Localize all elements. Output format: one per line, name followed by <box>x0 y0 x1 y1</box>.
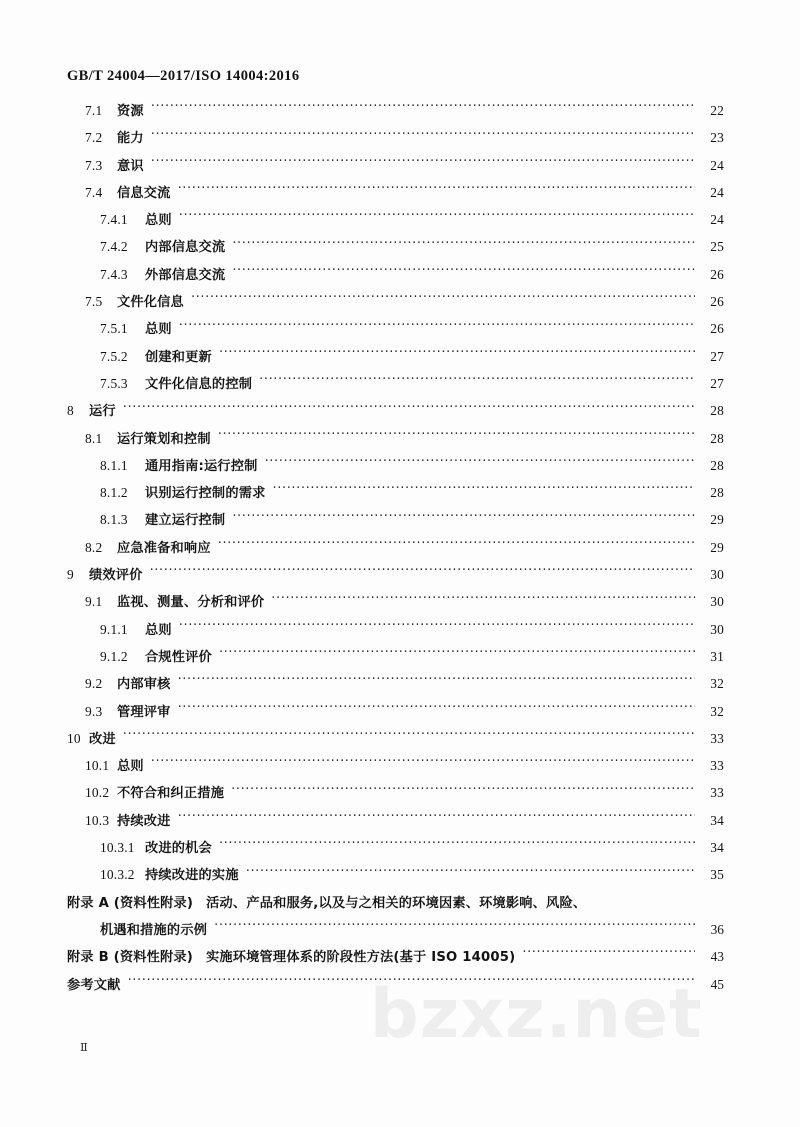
toc-entry-page-number: 32 <box>710 676 724 692</box>
toc-entry-number: 9.1 <box>85 594 103 610</box>
toc-entry[interactable] <box>0 509 800 536</box>
toc-entry[interactable] <box>0 810 800 837</box>
toc-leader-dots <box>232 238 695 251</box>
toc-leader-dots <box>232 265 695 278</box>
toc-entry-page-number: 34 <box>710 812 724 828</box>
toc-entry[interactable] <box>0 291 800 318</box>
toc-entry-page-number: 24 <box>710 157 724 173</box>
annex-entry-line[interactable] <box>0 919 800 946</box>
toc-entry[interactable] <box>0 482 800 509</box>
running-header: GB/T 24004—2017/ISO 14004:2016 <box>67 68 300 84</box>
toc-leader-dots <box>271 593 695 606</box>
toc-entry-title: 文件化信息 <box>117 295 184 311</box>
toc-leader-dots <box>150 566 695 579</box>
site-watermark: bzxz.net <box>370 975 703 1054</box>
toc-leader-dots <box>123 402 695 415</box>
toc-entry-title: 不符合和纠正措施 <box>117 786 225 802</box>
annex-label: 附录 B (资料性附录) <box>67 950 193 966</box>
toc-entry[interactable] <box>0 537 800 564</box>
toc-leader-dots <box>123 729 695 742</box>
toc-leader-dots <box>522 948 695 961</box>
toc-leader-dots <box>259 375 695 388</box>
toc-entry-number: 8.1.3 <box>100 512 128 528</box>
toc-entry-number: 7.5.3 <box>100 375 128 391</box>
annex-entry-line[interactable] <box>0 946 800 973</box>
annex-title-line-1: 活动、产品和服务,以及与之相关的环境因素、环境影响、风险、 <box>206 895 587 911</box>
toc-entry-title: 管理评审 <box>117 704 171 720</box>
toc-entry-number: 7.4.2 <box>100 239 128 255</box>
toc-entry-title: 信息交流 <box>117 185 171 201</box>
toc-entry[interactable] <box>0 318 800 345</box>
toc-entry[interactable] <box>0 673 800 700</box>
toc-entry-page-number: 26 <box>710 266 724 282</box>
toc-leader-dots <box>179 620 695 633</box>
toc-entry-page-number: 23 <box>710 130 724 146</box>
annex-title-line-1: 实施环境管理体系的阶段性方法(基于 ISO 14005) <box>206 950 516 966</box>
table-of-contents <box>0 100 800 1001</box>
toc-entry-title: 改进的机会 <box>145 841 212 857</box>
toc-entry-page-number: 28 <box>710 457 724 473</box>
toc-leader-dots <box>128 975 695 988</box>
toc-leader-dots <box>231 784 695 797</box>
toc-leader-dots <box>179 211 695 224</box>
toc-entry-title: 能力 <box>117 131 144 147</box>
toc-entry[interactable] <box>0 619 800 646</box>
toc-leader-dots <box>265 456 695 469</box>
toc-entry-number: 8.1 <box>85 430 103 446</box>
toc-entry-title: 绩效评价 <box>89 568 143 584</box>
toc-entry[interactable] <box>0 728 800 755</box>
toc-entry-number: 7.5.1 <box>100 321 128 337</box>
toc-leader-dots <box>151 129 695 142</box>
toc-entry-page-number: 28 <box>710 485 724 501</box>
toc-entry[interactable] <box>0 755 800 782</box>
toc-entry-page-number: 30 <box>710 567 724 583</box>
toc-entry-title: 意识 <box>117 158 144 174</box>
toc-leader-dots <box>219 648 695 661</box>
toc-entry-title: 总则 <box>117 759 144 775</box>
toc-entry-title: 内部信息交流 <box>145 240 226 256</box>
toc-entry[interactable] <box>0 646 800 673</box>
annex-page-number: 43 <box>710 949 724 965</box>
toc-leader-dots <box>178 811 695 824</box>
references-label: 参考文献 <box>67 977 121 993</box>
toc-entry[interactable] <box>0 400 800 427</box>
toc-entry-number: 7.5 <box>85 294 103 310</box>
toc-entry-number: 8 <box>67 403 74 419</box>
toc-leader-dots <box>218 429 695 442</box>
references-page-number: 45 <box>710 976 724 992</box>
toc-entry-title: 总则 <box>145 322 172 338</box>
toc-entry[interactable] <box>0 182 800 209</box>
toc-leader-dots <box>246 866 695 879</box>
toc-entry-page-number: 33 <box>710 758 724 774</box>
toc-leader-dots <box>191 293 695 306</box>
toc-entry-page-number: 28 <box>710 430 724 446</box>
toc-entry-number: 10.2 <box>85 785 110 801</box>
annex-title-line-2: 机遇和措施的示例 <box>100 922 208 938</box>
toc-entry-number: 10 <box>67 730 81 746</box>
toc-entry-number: 7.4 <box>85 184 103 200</box>
toc-entry-number: 7.5.2 <box>100 348 128 364</box>
toc-entry[interactable] <box>0 155 800 182</box>
toc-entry-page-number: 29 <box>710 539 724 555</box>
toc-entry-title: 持续改进 <box>117 813 171 829</box>
annex-page-number: 36 <box>710 921 724 937</box>
toc-entry-title: 文件化信息的控制 <box>145 376 253 392</box>
toc-entry-number: 7.2 <box>85 130 103 146</box>
toc-entry-title: 总则 <box>145 622 172 638</box>
toc-leader-dots <box>214 921 695 934</box>
toc-leader-dots <box>273 484 696 497</box>
annex-label: 附录 A (资料性附录) <box>67 895 194 911</box>
toc-entry-title: 创建和更新 <box>145 349 212 365</box>
toc-entry-title: 改进 <box>89 731 116 747</box>
toc-entry-number: 9.1.2 <box>100 648 128 664</box>
toc-leader-dots <box>178 702 695 715</box>
toc-entry-page-number: 27 <box>710 375 724 391</box>
toc-entry-number: 9 <box>67 567 74 583</box>
toc-entry-title: 资源 <box>117 104 144 119</box>
toc-entry-number: 7.3 <box>85 157 103 173</box>
toc-leader-dots <box>219 347 695 360</box>
toc-entry-number: 10.1 <box>85 758 110 774</box>
toc-entry-number: 7.1 <box>85 103 103 118</box>
toc-entry-number: 7.4.1 <box>100 212 128 228</box>
toc-entry-page-number: 24 <box>710 184 724 200</box>
toc-entry-title: 监视、测量、分析和评价 <box>117 595 265 611</box>
toc-leader-dots <box>179 320 695 333</box>
toc-entry-page-number: 35 <box>710 867 724 883</box>
toc-entry[interactable] <box>0 455 800 482</box>
toc-entry[interactable] <box>0 127 800 154</box>
toc-entry-title: 外部信息交流 <box>145 267 226 283</box>
toc-entry-number: 10.3.1 <box>100 840 135 856</box>
toc-entry-title: 运行 <box>89 404 116 420</box>
toc-entry-number: 7.4.3 <box>100 266 128 282</box>
toc-entry-page-number: 26 <box>710 294 724 310</box>
toc-entry-page-number: 33 <box>710 785 724 801</box>
toc-entry[interactable] <box>0 209 800 236</box>
toc-entry-number: 10.3 <box>85 812 110 828</box>
toc-entry-number: 9.2 <box>85 676 103 692</box>
references-entry[interactable] <box>0 974 800 1001</box>
toc-entry-page-number: 27 <box>710 348 724 364</box>
toc-entry[interactable] <box>0 782 800 809</box>
toc-entry[interactable] <box>0 837 800 864</box>
page-folio: Ⅱ <box>80 1042 88 1054</box>
toc-entry-page-number: 25 <box>710 239 724 255</box>
toc-entry[interactable] <box>0 591 800 618</box>
toc-entry[interactable] <box>0 264 800 291</box>
toc-leader-dots <box>151 102 695 115</box>
toc-entry[interactable] <box>0 428 800 455</box>
toc-leader-dots <box>232 511 695 524</box>
toc-entry[interactable] <box>0 864 800 891</box>
toc-entry-page-number: 30 <box>710 621 724 637</box>
toc-entry-page-number: 22 <box>710 103 724 118</box>
toc-entry-page-number: 24 <box>710 212 724 228</box>
toc-entry[interactable] <box>0 100 800 127</box>
toc-entry-number: 9.1.1 <box>100 621 128 637</box>
toc-entry-page-number: 30 <box>710 594 724 610</box>
toc-leader-dots <box>178 184 695 197</box>
toc-leader-dots <box>151 156 695 169</box>
toc-entry-page-number: 33 <box>710 730 724 746</box>
toc-entry-title: 识别运行控制的需求 <box>145 486 266 502</box>
toc-entry-title: 通用指南:运行控制 <box>145 458 258 474</box>
toc-entry-number: 10.3.2 <box>100 867 135 883</box>
annex-entry-line[interactable] <box>0 892 800 919</box>
toc-entry-number: 8.2 <box>85 539 103 555</box>
toc-leader-dots <box>178 675 695 688</box>
toc-entry-number: 9.3 <box>85 703 103 719</box>
toc-entry-number: 8.1.2 <box>100 485 128 501</box>
toc-entry-title: 合规性评价 <box>145 649 212 665</box>
toc-entry[interactable] <box>0 564 800 591</box>
toc-entry-title: 持续改进的实施 <box>145 868 239 884</box>
toc-entry-page-number: 32 <box>710 703 724 719</box>
toc-entry-title: 应急准备和响应 <box>117 540 211 556</box>
toc-entry[interactable] <box>0 346 800 373</box>
toc-entry-title: 总则 <box>145 213 172 229</box>
toc-leader-dots <box>151 757 695 770</box>
toc-entry[interactable] <box>0 701 800 728</box>
toc-entry-number: 8.1.1 <box>100 457 128 473</box>
toc-entry-page-number: 28 <box>710 403 724 419</box>
toc-entry-page-number: 31 <box>710 648 724 664</box>
toc-entry[interactable] <box>0 236 800 263</box>
toc-entry-title: 运行策划和控制 <box>117 431 211 447</box>
toc-entry-page-number: 29 <box>710 512 724 528</box>
toc-leader-dots <box>219 839 695 852</box>
toc-entry-title: 建立运行控制 <box>145 513 226 529</box>
toc-leader-dots <box>218 538 695 551</box>
toc-entry[interactable] <box>0 373 800 400</box>
toc-entry-page-number: 26 <box>710 321 724 337</box>
toc-entry-title: 内部审核 <box>117 677 171 693</box>
toc-entry-page-number: 34 <box>710 840 724 856</box>
